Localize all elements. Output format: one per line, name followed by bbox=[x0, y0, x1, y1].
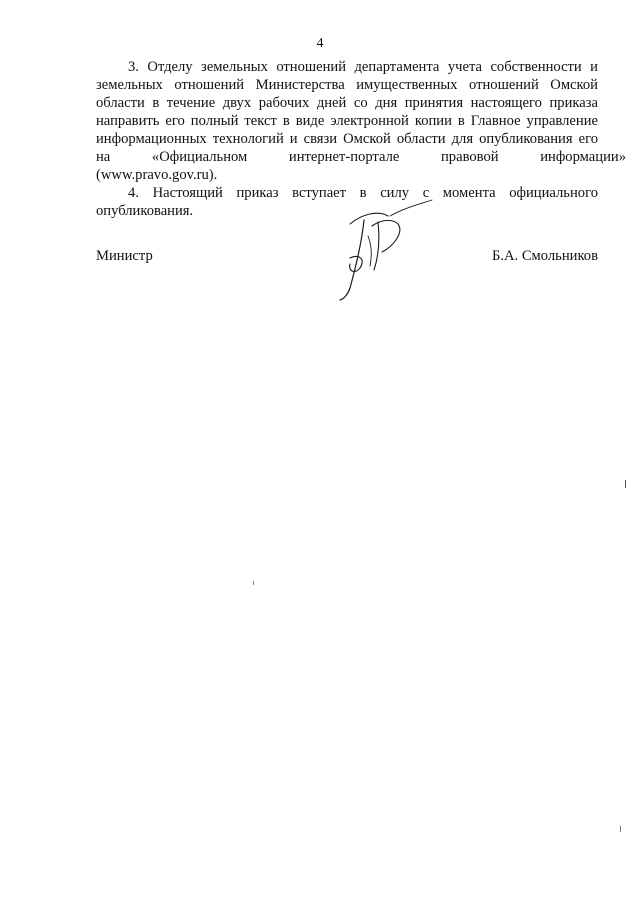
scan-artifact bbox=[620, 826, 621, 832]
paragraph-line: информационных технологий и связи Омской области для опубликования его bbox=[96, 131, 598, 147]
paragraph-3 bbox=[96, 58, 626, 184]
paragraph-line: на «Официальном интернет-портале правовой информации» bbox=[96, 149, 626, 165]
scan-artifact bbox=[625, 480, 626, 488]
paragraph-line: 3. Отделу земельных отношений департамента учета собственности и bbox=[128, 59, 598, 75]
scan-artifact bbox=[253, 581, 254, 585]
signer-position: Министр bbox=[96, 248, 153, 264]
paragraph-line: земельных отношений Министерства имущественных отношений Омской bbox=[96, 77, 598, 93]
paragraph-line: 4. Настоящий приказ вступает в силу с момента официального bbox=[128, 185, 598, 201]
paragraph-line: опубликования. bbox=[96, 203, 194, 219]
handwritten-signature bbox=[320, 196, 440, 306]
paragraph-line: (www.pravo.gov.ru). bbox=[96, 167, 218, 183]
page-number: 4 bbox=[316, 36, 324, 51]
signer-name: Б.А. Смольников bbox=[491, 248, 598, 264]
paragraph-line: области в течение двух рабочих дней со дня принятия настоящего приказа bbox=[96, 95, 598, 111]
paragraph-line: направить его полный текст в виде электронной копии в Главное управление bbox=[96, 113, 598, 129]
